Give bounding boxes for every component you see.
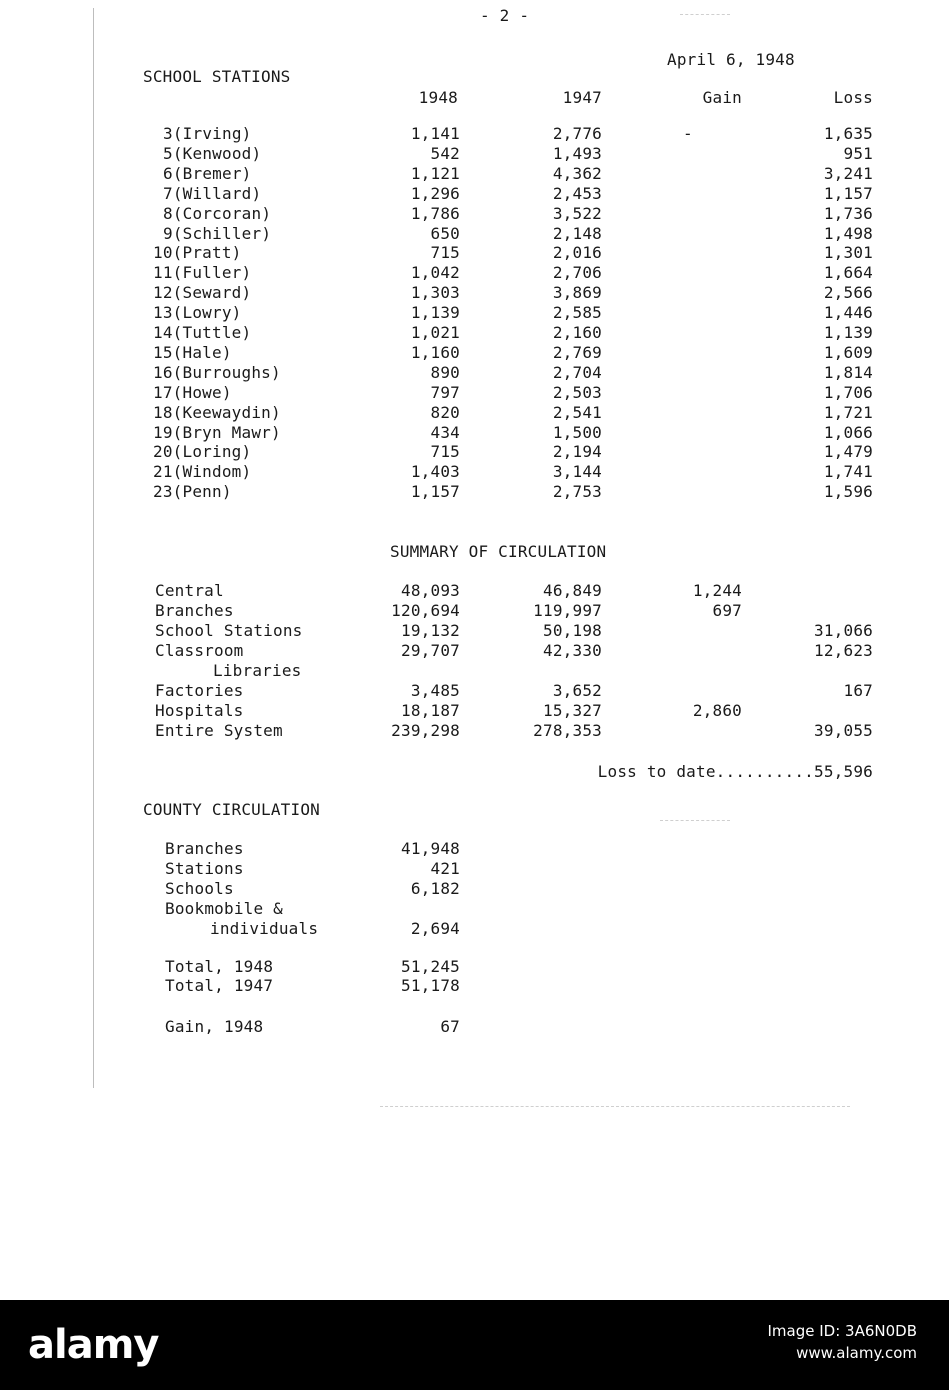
value-1947: 2,704 <box>552 362 602 382</box>
county-value: 421 <box>430 859 460 878</box>
gain-1948-label: Gain, 1948 <box>165 1017 264 1036</box>
county-name: Schools <box>165 879 234 898</box>
value-loss: 3,241 <box>823 163 873 183</box>
value-1947: 119,997 <box>533 601 602 620</box>
value-loss: 1,479 <box>823 442 873 462</box>
value-loss: 1,596 <box>823 482 873 502</box>
value-1948: 434 <box>430 422 460 442</box>
page-number: - 2 - <box>480 6 530 25</box>
value-loss: 1,301 <box>823 243 873 263</box>
value-1947: 2,503 <box>552 382 602 402</box>
station-name: 21(Windom) <box>153 462 252 482</box>
station-name: 17(Howe) <box>153 382 232 402</box>
value-loss: 1,635 <box>823 124 873 143</box>
summary-name: School Stations <box>155 621 303 640</box>
station-name: 23(Penn) <box>153 482 232 502</box>
station-name: 16(Burroughs) <box>153 362 281 382</box>
value-1948: 715 <box>430 442 460 462</box>
margin-rule <box>93 8 94 1088</box>
county-name: Stations <box>165 859 244 878</box>
value-1947: 2,453 <box>552 183 602 203</box>
document-date: April 6, 1948 <box>667 50 795 69</box>
value-loss: 1,721 <box>823 402 873 422</box>
value-gain: 2,860 <box>692 701 742 720</box>
value-1947: 4,362 <box>552 163 602 183</box>
summary-name: Classroom <box>155 641 244 660</box>
value-gain: 1,244 <box>692 581 742 600</box>
value-1947: 15,327 <box>543 701 602 720</box>
value-1947: 46,849 <box>543 581 602 600</box>
value-1947: 1,500 <box>552 422 602 442</box>
value-loss: 1,736 <box>823 203 873 223</box>
total-1947-label: Total, 1947 <box>165 976 274 995</box>
value-loss: 1,814 <box>823 362 873 382</box>
summary-name-continued: Libraries <box>213 661 302 680</box>
value-1947: 50,198 <box>543 621 602 640</box>
value-1948: 1,296 <box>410 183 460 203</box>
column-header-1947: 1947 <box>562 88 602 107</box>
value-gain: 697 <box>712 601 742 620</box>
value-1947: 278,353 <box>533 721 602 740</box>
value-1948: 1,121 <box>410 163 460 183</box>
station-name: 14(Tuttle) <box>153 323 252 342</box>
county-value: 41,948 <box>401 839 460 858</box>
value-1947: 2,753 <box>552 482 602 502</box>
value-loss: 12,623 <box>814 641 873 660</box>
value-1947: 2,194 <box>552 442 602 462</box>
value-1947: 2,541 <box>552 402 602 422</box>
value-loss: 1,664 <box>823 263 873 283</box>
value-loss: 39,055 <box>814 721 873 740</box>
value-1947: 3,869 <box>552 283 602 303</box>
value-1947: 3,522 <box>552 203 602 223</box>
value-1948: 48,093 <box>401 581 460 600</box>
value-1948: 1,139 <box>410 303 460 323</box>
value-loss: 167 <box>843 681 873 700</box>
value-1947: 2,776 <box>552 124 602 143</box>
value-1948: 29,707 <box>401 641 460 660</box>
column-header-gain: Gain <box>702 88 742 107</box>
station-name: 3(Irving) <box>163 124 252 143</box>
value-1948: 239,298 <box>391 721 460 740</box>
value-1948: 3,485 <box>410 681 460 700</box>
value-1948: 1,157 <box>410 482 460 502</box>
watermark-image-id: Image ID: 3A6N0DB <box>767 1322 917 1340</box>
value-1948: 1,021 <box>410 323 460 342</box>
station-name: 10(Pratt) <box>153 243 242 263</box>
value-loss: 1,741 <box>823 462 873 482</box>
station-name: 11(Fuller) <box>153 263 252 283</box>
value-1947: 3,144 <box>552 462 602 482</box>
county-heading: COUNTY CIRCULATION <box>143 800 320 819</box>
value-1948: 715 <box>430 243 460 263</box>
station-name: 6(Bremer) <box>163 163 252 183</box>
value-1947: 1,493 <box>552 143 602 163</box>
value-loss: 31,066 <box>814 621 873 640</box>
value-1948: 820 <box>430 402 460 422</box>
summary-name: Hospitals <box>155 701 244 720</box>
value-1947: 2,016 <box>552 243 602 263</box>
total-1948-label: Total, 1948 <box>165 957 274 976</box>
county-value: 2,694 <box>410 919 460 938</box>
station-name: 19(Bryn Mawr) <box>153 422 281 442</box>
column-header-loss: Loss <box>833 88 873 107</box>
value-1948: 542 <box>430 143 460 163</box>
summary-name: Branches <box>155 601 234 620</box>
value-1947: 2,769 <box>552 342 602 362</box>
value-1948: 1,160 <box>410 342 460 362</box>
station-name: 12(Seward) <box>153 283 252 303</box>
value-loss: 951 <box>843 143 873 163</box>
value-loss: 1,066 <box>823 422 873 442</box>
summary-name: Entire System <box>155 721 283 740</box>
value-1948: 1,141 <box>410 124 460 143</box>
summary-heading: SUMMARY OF CIRCULATION <box>390 542 607 561</box>
gain-1948-value: 67 <box>440 1017 460 1036</box>
loss-to-date: Loss to date..........55,596 <box>597 762 873 781</box>
mid-dotted-mark <box>660 820 730 821</box>
station-name: 9(Schiller) <box>163 223 272 243</box>
value-1948: 120,694 <box>391 601 460 620</box>
value-1947: 2,148 <box>552 223 602 243</box>
station-name: 18(Keewaydin) <box>153 402 281 422</box>
county-name: Branches <box>165 839 244 858</box>
value-loss: 1,139 <box>823 323 873 342</box>
value-1948: 890 <box>430 362 460 382</box>
value-gain: - <box>683 124 693 143</box>
value-1948: 1,042 <box>410 263 460 283</box>
value-loss: 1,609 <box>823 342 873 362</box>
value-loss: 1,498 <box>823 223 873 243</box>
station-name: 13(Lowry) <box>153 303 242 323</box>
station-name: 5(Kenwood) <box>163 143 262 163</box>
station-name: 8(Corcoran) <box>163 203 272 223</box>
value-loss: 1,157 <box>823 183 873 203</box>
value-1948: 1,786 <box>410 203 460 223</box>
county-name-continued: individuals <box>210 919 319 938</box>
station-name: 7(Willard) <box>163 183 262 203</box>
value-1947: 2,160 <box>552 323 602 342</box>
value-1948: 797 <box>430 382 460 402</box>
county-name: Bookmobile & <box>165 899 283 918</box>
county-value: 6,182 <box>410 879 460 898</box>
total-1948-value: 51,245 <box>401 957 460 976</box>
watermark-site: www.alamy.com <box>796 1344 917 1362</box>
column-header-1948: 1948 <box>418 88 458 107</box>
value-1948: 1,403 <box>410 462 460 482</box>
station-name: 15(Hale) <box>153 342 232 362</box>
value-1948: 1,303 <box>410 283 460 303</box>
top-dotted-mark <box>680 14 730 15</box>
value-loss: 2,566 <box>823 283 873 303</box>
bottom-dotted-rule <box>380 1106 850 1107</box>
value-1948: 18,187 <box>401 701 460 720</box>
station-name: 20(Loring) <box>153 442 252 462</box>
value-1948: 19,132 <box>401 621 460 640</box>
watermark-logo: alamy <box>28 1322 159 1368</box>
school-stations-heading: SCHOOL STATIONS <box>143 67 291 86</box>
value-1947: 3,652 <box>552 681 602 700</box>
summary-name: Factories <box>155 681 244 700</box>
value-loss: 1,446 <box>823 303 873 323</box>
value-1947: 2,585 <box>552 303 602 323</box>
value-1948: 650 <box>430 223 460 243</box>
summary-name: Central <box>155 581 224 600</box>
total-1947-value: 51,178 <box>401 976 460 995</box>
value-1947: 42,330 <box>543 641 602 660</box>
value-1947: 2,706 <box>552 263 602 283</box>
value-loss: 1,706 <box>823 382 873 402</box>
